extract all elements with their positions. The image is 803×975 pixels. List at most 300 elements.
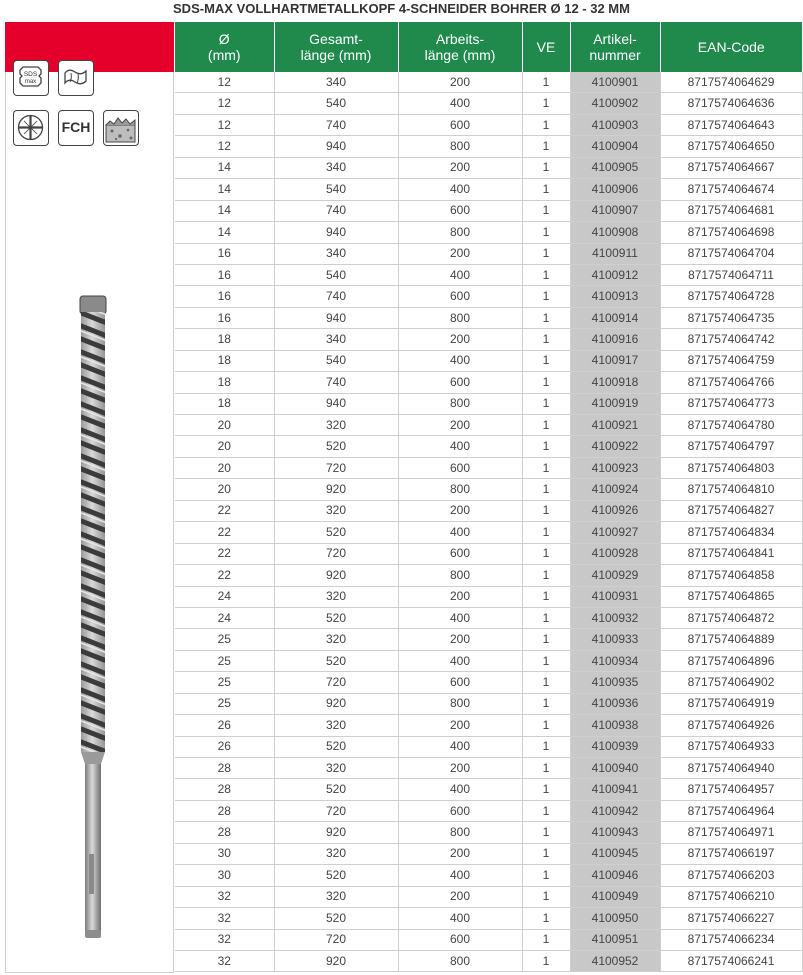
cell-working-length: 800 [398,222,522,243]
cell-diameter: 22 [175,543,274,564]
cell-total-length: 320 [274,415,398,436]
cell-total-length: 940 [274,136,398,157]
cell-article-number: 4100931 [570,586,660,607]
column-header-working-length: Arbeits- länge (mm) [398,22,522,72]
cell-total-length: 540 [274,264,398,285]
cell-article-number: 4100912 [570,264,660,285]
drill-bit-spec-table [175,22,803,972]
cell-ean-code: 8717574064827 [660,500,802,521]
cell-article-number: 4100911 [570,243,660,264]
table-row [175,543,802,564]
cell-working-length: 400 [398,264,522,285]
cell-diameter: 30 [175,843,274,864]
cell-total-length: 940 [274,393,398,414]
table-row [175,72,802,93]
table-row [175,264,802,285]
cell-ean-code: 8717574064889 [660,629,802,650]
cell-article-number: 4100903 [570,114,660,135]
cell-working-length: 600 [398,372,522,393]
cell-total-length: 340 [274,243,398,264]
table-row [175,565,802,586]
cell-working-length: 800 [398,693,522,714]
cell-working-length: 200 [398,586,522,607]
cell-ean-code: 8717574064735 [660,307,802,328]
cell-working-length: 800 [398,479,522,500]
sds-icon-label-1: SDS [23,71,38,78]
cell-total-length: 320 [274,715,398,736]
cell-total-length: 320 [274,629,398,650]
cell-total-length: 940 [274,222,398,243]
cell-article-number: 4100905 [570,157,660,178]
cell-diameter: 16 [175,286,274,307]
cell-diameter: 12 [175,114,274,135]
cell-ean-code: 8717574066241 [660,950,802,971]
table-row [175,393,802,414]
cell-working-length: 200 [398,629,522,650]
cell-ve: 1 [522,565,570,586]
cell-article-number: 4100917 [570,350,660,371]
cell-ve: 1 [522,929,570,950]
cell-ve: 1 [522,157,570,178]
table-row [175,93,802,114]
cell-working-length: 600 [398,286,522,307]
cell-ve: 1 [522,586,570,607]
table-row [175,329,802,350]
table-row [175,800,802,821]
cell-ean-code: 8717574066227 [660,908,802,929]
table-header-row [175,22,802,72]
cell-working-length: 400 [398,436,522,457]
column-header-ve: VE [522,22,570,72]
cell-article-number: 4100924 [570,479,660,500]
cell-total-length: 920 [274,565,398,586]
cell-total-length: 320 [274,843,398,864]
cell-article-number: 4100935 [570,672,660,693]
cell-ean-code: 8717574064872 [660,607,802,628]
cell-ve: 1 [522,136,570,157]
concrete-material-icon [103,110,139,146]
cell-working-length: 800 [398,565,522,586]
cell-diameter: 32 [175,929,274,950]
table-row [175,758,802,779]
cell-working-length: 600 [398,929,522,950]
table-row [175,672,802,693]
cell-ean-code: 8717574064926 [660,715,802,736]
cell-total-length: 540 [274,179,398,200]
sds-icon-label-2: max [24,79,37,85]
cell-ve: 1 [522,72,570,93]
cell-ve: 1 [522,672,570,693]
cell-ean-code: 8717574064674 [660,179,802,200]
cell-ve: 1 [522,736,570,757]
cell-total-length: 940 [274,307,398,328]
cell-article-number: 4100927 [570,522,660,543]
cell-ean-code: 8717574064650 [660,136,802,157]
table-row [175,200,802,221]
cell-working-length: 400 [398,908,522,929]
cell-diameter: 18 [175,393,274,414]
cell-ve: 1 [522,715,570,736]
cell-working-length: 400 [398,350,522,371]
cell-article-number: 4100945 [570,843,660,864]
cell-ve: 1 [522,822,570,843]
cell-total-length: 540 [274,350,398,371]
cell-ve: 1 [522,329,570,350]
cell-total-length: 320 [274,758,398,779]
cell-ean-code: 8717574064698 [660,222,802,243]
cell-article-number: 4100946 [570,865,660,886]
cell-ean-code: 8717574066203 [660,865,802,886]
cell-ve: 1 [522,522,570,543]
cell-total-length: 520 [274,607,398,628]
cell-ve: 1 [522,629,570,650]
column-header-total-length: Gesamt- länge (mm) [274,22,398,72]
cell-working-length: 200 [398,157,522,178]
cell-total-length: 740 [274,200,398,221]
cell-diameter: 14 [175,157,274,178]
cell-working-length: 400 [398,607,522,628]
cell-ean-code: 8717574064902 [660,672,802,693]
cell-diameter: 25 [175,672,274,693]
cell-total-length: 720 [274,929,398,950]
cell-article-number: 4100951 [570,929,660,950]
table-row [175,822,802,843]
cell-article-number: 4100939 [570,736,660,757]
cell-total-length: 320 [274,500,398,521]
column-header-article-number: Artikel- nummer [570,22,660,72]
cell-article-number: 4100914 [570,307,660,328]
cell-article-number: 4100922 [570,436,660,457]
cell-ean-code: 8717574064919 [660,693,802,714]
cell-total-length: 520 [274,736,398,757]
cell-working-length: 800 [398,393,522,414]
cell-ean-code: 8717574064865 [660,586,802,607]
cell-total-length: 520 [274,908,398,929]
cell-working-length: 200 [398,415,522,436]
cell-ean-code: 8717574064810 [660,479,802,500]
table-row [175,650,802,671]
cell-working-length: 200 [398,72,522,93]
cell-total-length: 740 [274,286,398,307]
cell-diameter: 20 [175,479,274,500]
cell-total-length: 740 [274,114,398,135]
cell-article-number: 4100904 [570,136,660,157]
cell-diameter: 25 [175,650,274,671]
cell-total-length: 520 [274,522,398,543]
cell-total-length: 920 [274,822,398,843]
cell-diameter: 16 [175,243,274,264]
sds-max-icon [13,60,49,96]
table-row [175,865,802,886]
cell-total-length: 920 [274,479,398,500]
table-row [175,693,802,714]
cell-article-number: 4100901 [570,72,660,93]
cell-ean-code: 8717574064896 [660,650,802,671]
cell-article-number: 4100919 [570,393,660,414]
cell-ve: 1 [522,650,570,671]
table-row [175,415,802,436]
cell-diameter: 20 [175,457,274,478]
cell-working-length: 400 [398,650,522,671]
cell-ve: 1 [522,758,570,779]
cell-working-length: 600 [398,672,522,693]
cell-article-number: 4100938 [570,715,660,736]
cell-article-number: 4100943 [570,822,660,843]
fch-icon: FCH [58,110,94,146]
cell-ean-code: 8717574066234 [660,929,802,950]
cell-article-number: 4100928 [570,543,660,564]
table-row [175,307,802,328]
cell-working-length: 400 [398,736,522,757]
cell-total-length: 920 [274,693,398,714]
cell-article-number: 4100933 [570,629,660,650]
cell-article-number: 4100926 [570,500,660,521]
table-row [175,908,802,929]
cell-total-length: 320 [274,586,398,607]
cell-ve: 1 [522,436,570,457]
drill-tip-icon [58,60,94,96]
cell-article-number: 4100916 [570,329,660,350]
cell-ve: 1 [522,179,570,200]
table-row [175,950,802,971]
cell-article-number: 4100929 [570,565,660,586]
cell-ean-code: 8717574064940 [660,758,802,779]
cell-article-number: 4100918 [570,372,660,393]
cell-ean-code: 8717574064773 [660,393,802,414]
cell-working-length: 600 [398,457,522,478]
cell-total-length: 340 [274,329,398,350]
cell-diameter: 22 [175,500,274,521]
cell-article-number: 4100936 [570,693,660,714]
column-header-ean-code: EAN-Code [660,22,802,72]
cell-ean-code: 8717574064636 [660,93,802,114]
page-title: SDS-MAX VOLLHARTMETALLKOPF 4-SCHNEIDER BOHRER Ø 12 - 32 MM [173,1,630,16]
cell-ean-code: 8717574064858 [660,565,802,586]
cell-ean-code: 8717574064711 [660,264,802,285]
cell-article-number: 4100950 [570,908,660,929]
cell-total-length: 520 [274,779,398,800]
cell-ean-code: 8717574064704 [660,243,802,264]
cell-diameter: 28 [175,758,274,779]
cell-diameter: 26 [175,715,274,736]
cell-total-length: 740 [274,372,398,393]
cell-diameter: 18 [175,372,274,393]
cell-ean-code: 8717574064629 [660,72,802,93]
cell-working-length: 200 [398,500,522,521]
table-row [175,586,802,607]
cell-ean-code: 8717574064971 [660,822,802,843]
table-row [175,136,802,157]
table-row [175,157,802,178]
table-row [175,286,802,307]
cell-ean-code: 8717574064957 [660,779,802,800]
table-row [175,629,802,650]
cell-article-number: 4100952 [570,950,660,971]
cell-article-number: 4100934 [570,650,660,671]
cell-working-length: 200 [398,758,522,779]
cell-total-length: 720 [274,672,398,693]
cell-working-length: 400 [398,93,522,114]
cell-diameter: 18 [175,350,274,371]
cell-ve: 1 [522,693,570,714]
cell-article-number: 4100923 [570,457,660,478]
cell-working-length: 800 [398,822,522,843]
cell-article-number: 4100941 [570,779,660,800]
cell-ve: 1 [522,415,570,436]
cell-diameter: 22 [175,522,274,543]
cell-ve: 1 [522,222,570,243]
cell-diameter: 24 [175,607,274,628]
cell-working-length: 400 [398,522,522,543]
cell-total-length: 720 [274,800,398,821]
cell-diameter: 25 [175,693,274,714]
cell-ve: 1 [522,500,570,521]
cell-diameter: 24 [175,586,274,607]
cell-article-number: 4100907 [570,200,660,221]
cell-diameter: 28 [175,800,274,821]
table-row [175,715,802,736]
cell-ve: 1 [522,800,570,821]
cell-ean-code: 8717574064803 [660,457,802,478]
cell-ean-code: 8717574064834 [660,522,802,543]
cell-ve: 1 [522,479,570,500]
cell-working-length: 600 [398,200,522,221]
cell-diameter: 28 [175,779,274,800]
cell-working-length: 800 [398,307,522,328]
cell-diameter: 30 [175,865,274,886]
cell-diameter: 20 [175,436,274,457]
cell-diameter: 14 [175,200,274,221]
cell-article-number: 4100908 [570,222,660,243]
cell-article-number: 4100949 [570,886,660,907]
cell-working-length: 400 [398,179,522,200]
cell-diameter: 28 [175,822,274,843]
cell-diameter: 22 [175,565,274,586]
cell-diameter: 14 [175,179,274,200]
cell-diameter: 16 [175,307,274,328]
cell-working-length: 400 [398,779,522,800]
cell-diameter: 12 [175,136,274,157]
cell-diameter: 16 [175,264,274,285]
cell-working-length: 800 [398,950,522,971]
cell-ean-code: 8717574066210 [660,886,802,907]
cell-diameter: 18 [175,329,274,350]
cell-ean-code: 8717574064759 [660,350,802,371]
cell-ve: 1 [522,200,570,221]
cell-ean-code: 8717574064964 [660,800,802,821]
cell-ean-code: 8717574064728 [660,286,802,307]
cell-ve: 1 [522,264,570,285]
product-image-panel [5,72,174,973]
cell-ve: 1 [522,950,570,971]
cell-diameter: 20 [175,415,274,436]
cell-ve: 1 [522,393,570,414]
cell-total-length: 340 [274,72,398,93]
cell-ean-code: 8717574064742 [660,329,802,350]
cell-total-length: 720 [274,543,398,564]
cell-ean-code: 8717574064841 [660,543,802,564]
cell-ve: 1 [522,457,570,478]
cell-diameter: 14 [175,222,274,243]
table-row [175,372,802,393]
cell-ve: 1 [522,243,570,264]
cell-working-length: 600 [398,543,522,564]
cell-diameter: 32 [175,886,274,907]
table-row [175,179,802,200]
cell-ve: 1 [522,93,570,114]
cell-ve: 1 [522,779,570,800]
cell-ean-code: 8717574066197 [660,843,802,864]
table-row [175,522,802,543]
cell-working-length: 800 [398,136,522,157]
table-row [175,736,802,757]
cell-working-length: 200 [398,843,522,864]
cell-ean-code: 8717574064797 [660,436,802,457]
cell-total-length: 720 [274,457,398,478]
cell-ean-code: 8717574064933 [660,736,802,757]
cell-working-length: 200 [398,329,522,350]
cell-ean-code: 8717574064681 [660,200,802,221]
cell-total-length: 520 [274,865,398,886]
cell-working-length: 600 [398,114,522,135]
table-row [175,607,802,628]
cell-article-number: 4100921 [570,415,660,436]
table-row [175,114,802,135]
cell-diameter: 32 [175,950,274,971]
cell-ve: 1 [522,908,570,929]
cell-total-length: 920 [274,950,398,971]
cell-working-length: 200 [398,886,522,907]
cell-diameter: 12 [175,93,274,114]
column-header-diameter: Ø (mm) [175,22,274,72]
table-row [175,929,802,950]
cell-ve: 1 [522,543,570,564]
cell-total-length: 520 [274,436,398,457]
drill-bit-image [76,294,116,942]
table-row [175,350,802,371]
cell-article-number: 4100906 [570,179,660,200]
cell-diameter: 12 [175,72,274,93]
cell-total-length: 320 [274,886,398,907]
cell-ean-code: 8717574064643 [660,114,802,135]
cell-ve: 1 [522,286,570,307]
cell-working-length: 200 [398,243,522,264]
cell-ean-code: 8717574064780 [660,415,802,436]
cell-article-number: 4100942 [570,800,660,821]
table-row [175,500,802,521]
table-row [175,457,802,478]
cell-diameter: 26 [175,736,274,757]
cell-article-number: 4100940 [570,758,660,779]
cell-ve: 1 [522,607,570,628]
cell-ve: 1 [522,114,570,135]
table-row [175,243,802,264]
cell-ve: 1 [522,372,570,393]
table-row [175,222,802,243]
cell-ve: 1 [522,350,570,371]
table-row [175,436,802,457]
cell-ean-code: 8717574064667 [660,157,802,178]
table-row [175,843,802,864]
cell-article-number: 4100902 [570,93,660,114]
table-row [175,886,802,907]
cell-ve: 1 [522,307,570,328]
cell-ve: 1 [522,843,570,864]
four-cutter-head-icon [13,110,49,146]
cell-working-length: 200 [398,715,522,736]
cell-diameter: 25 [175,629,274,650]
cell-total-length: 520 [274,650,398,671]
